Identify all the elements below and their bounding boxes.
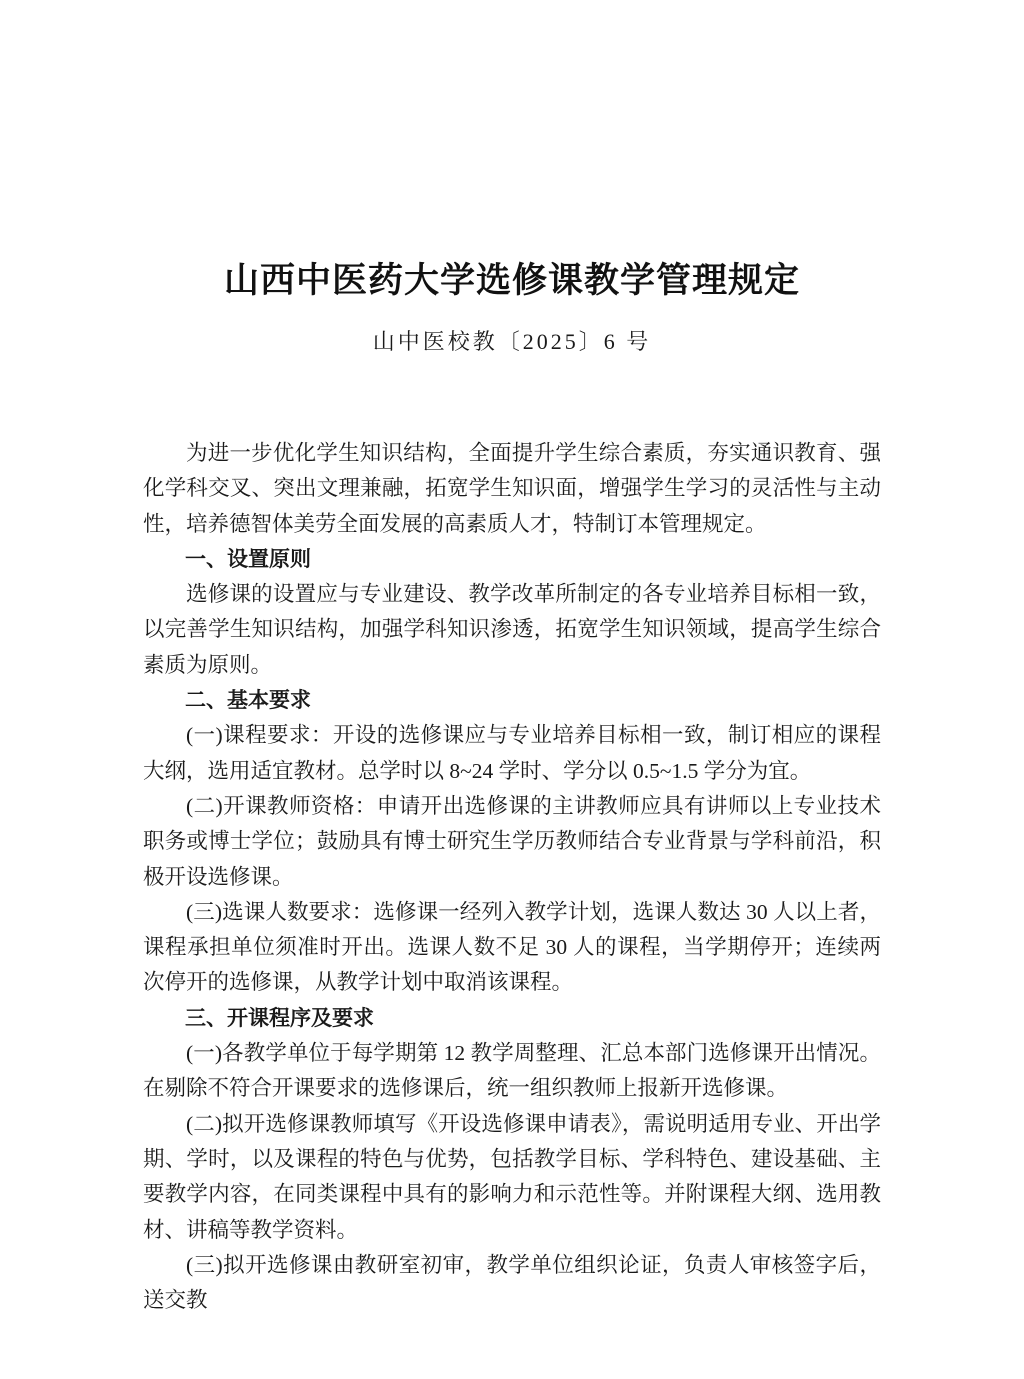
section-heading-3: 三、开课程序及要求 (185, 1006, 374, 1030)
document-body (143, 436, 881, 1318)
body-paragraph: (一)各教学单位于每学期第 12 教学周整理、汇总本部门选修课开出情况。在剔除不符合开课要求的选修课后，统一组织教师上报新开选修课。 (143, 1041, 881, 1101)
document-number: 山中医校教〔2025〕6 号 (372, 329, 652, 354)
body-paragraph: (二)开课教师资格：申请开出选修课的主讲教师应具有讲师以上专业技术职务或博士学位；鼓励具有博士研究生学历教师结合专业背景与学科前沿，积极开设选修课。 (143, 793, 881, 889)
section-heading-2: 二、基本要求 (185, 689, 311, 713)
body-paragraph: (一)课程要求：开设的选修课应与专业培养目标相一致，制订相应的课程大纲，选用适宜教材。总学时以 8~24 学时、学分以 0.5~1.5 学分为宜。 (143, 723, 881, 783)
body-paragraph: (二)拟开选修课教师填写《开设选修课申请表》，需说明适用专业、开出学期、学时，以及课程的特色与优势，包括教学目标、学科特色、建设基础、主要教学内容，在同类课程中具有的影响力和示范性等。并附课程大纲、选用教材、讲稿等教学资料。 (143, 1111, 881, 1242)
body-paragraph: (三)选课人数要求：选修课一经列入教学计划，选课人数达 30 人以上者，课程承担单位须准时开出。选课人数不足 30 人的课程，当学期停开；连续两次停开的选修课，从教学计划中取消该课程。 (143, 899, 881, 995)
section-heading-1: 一、设置原则 (185, 547, 311, 571)
document-title: 山西中医药大学选修课教学管理规定 (223, 261, 800, 300)
body-paragraph: 选修课的设置应与专业建设、教学改革所制定的各专业培养目标相一致，以完善学生知识结构，加强学科知识渗透，拓宽学生知识领域，提高学生综合素质为原则。 (143, 582, 881, 677)
body-paragraph: (三)拟开选修课由教研室初审，教学单位组织论证，负责人审核签字后，送交教 (143, 1252, 881, 1313)
intro-paragraph: 为进一步优化学生知识结构，全面提升学生综合素质，夯实通识教育、强化学科交叉、突出文理兼融，拓宽学生知识面，增强学生学习的灵活性与主动性，培养德智体美劳全面发展的高素质人才，特制订本管理规定。 (143, 441, 881, 536)
